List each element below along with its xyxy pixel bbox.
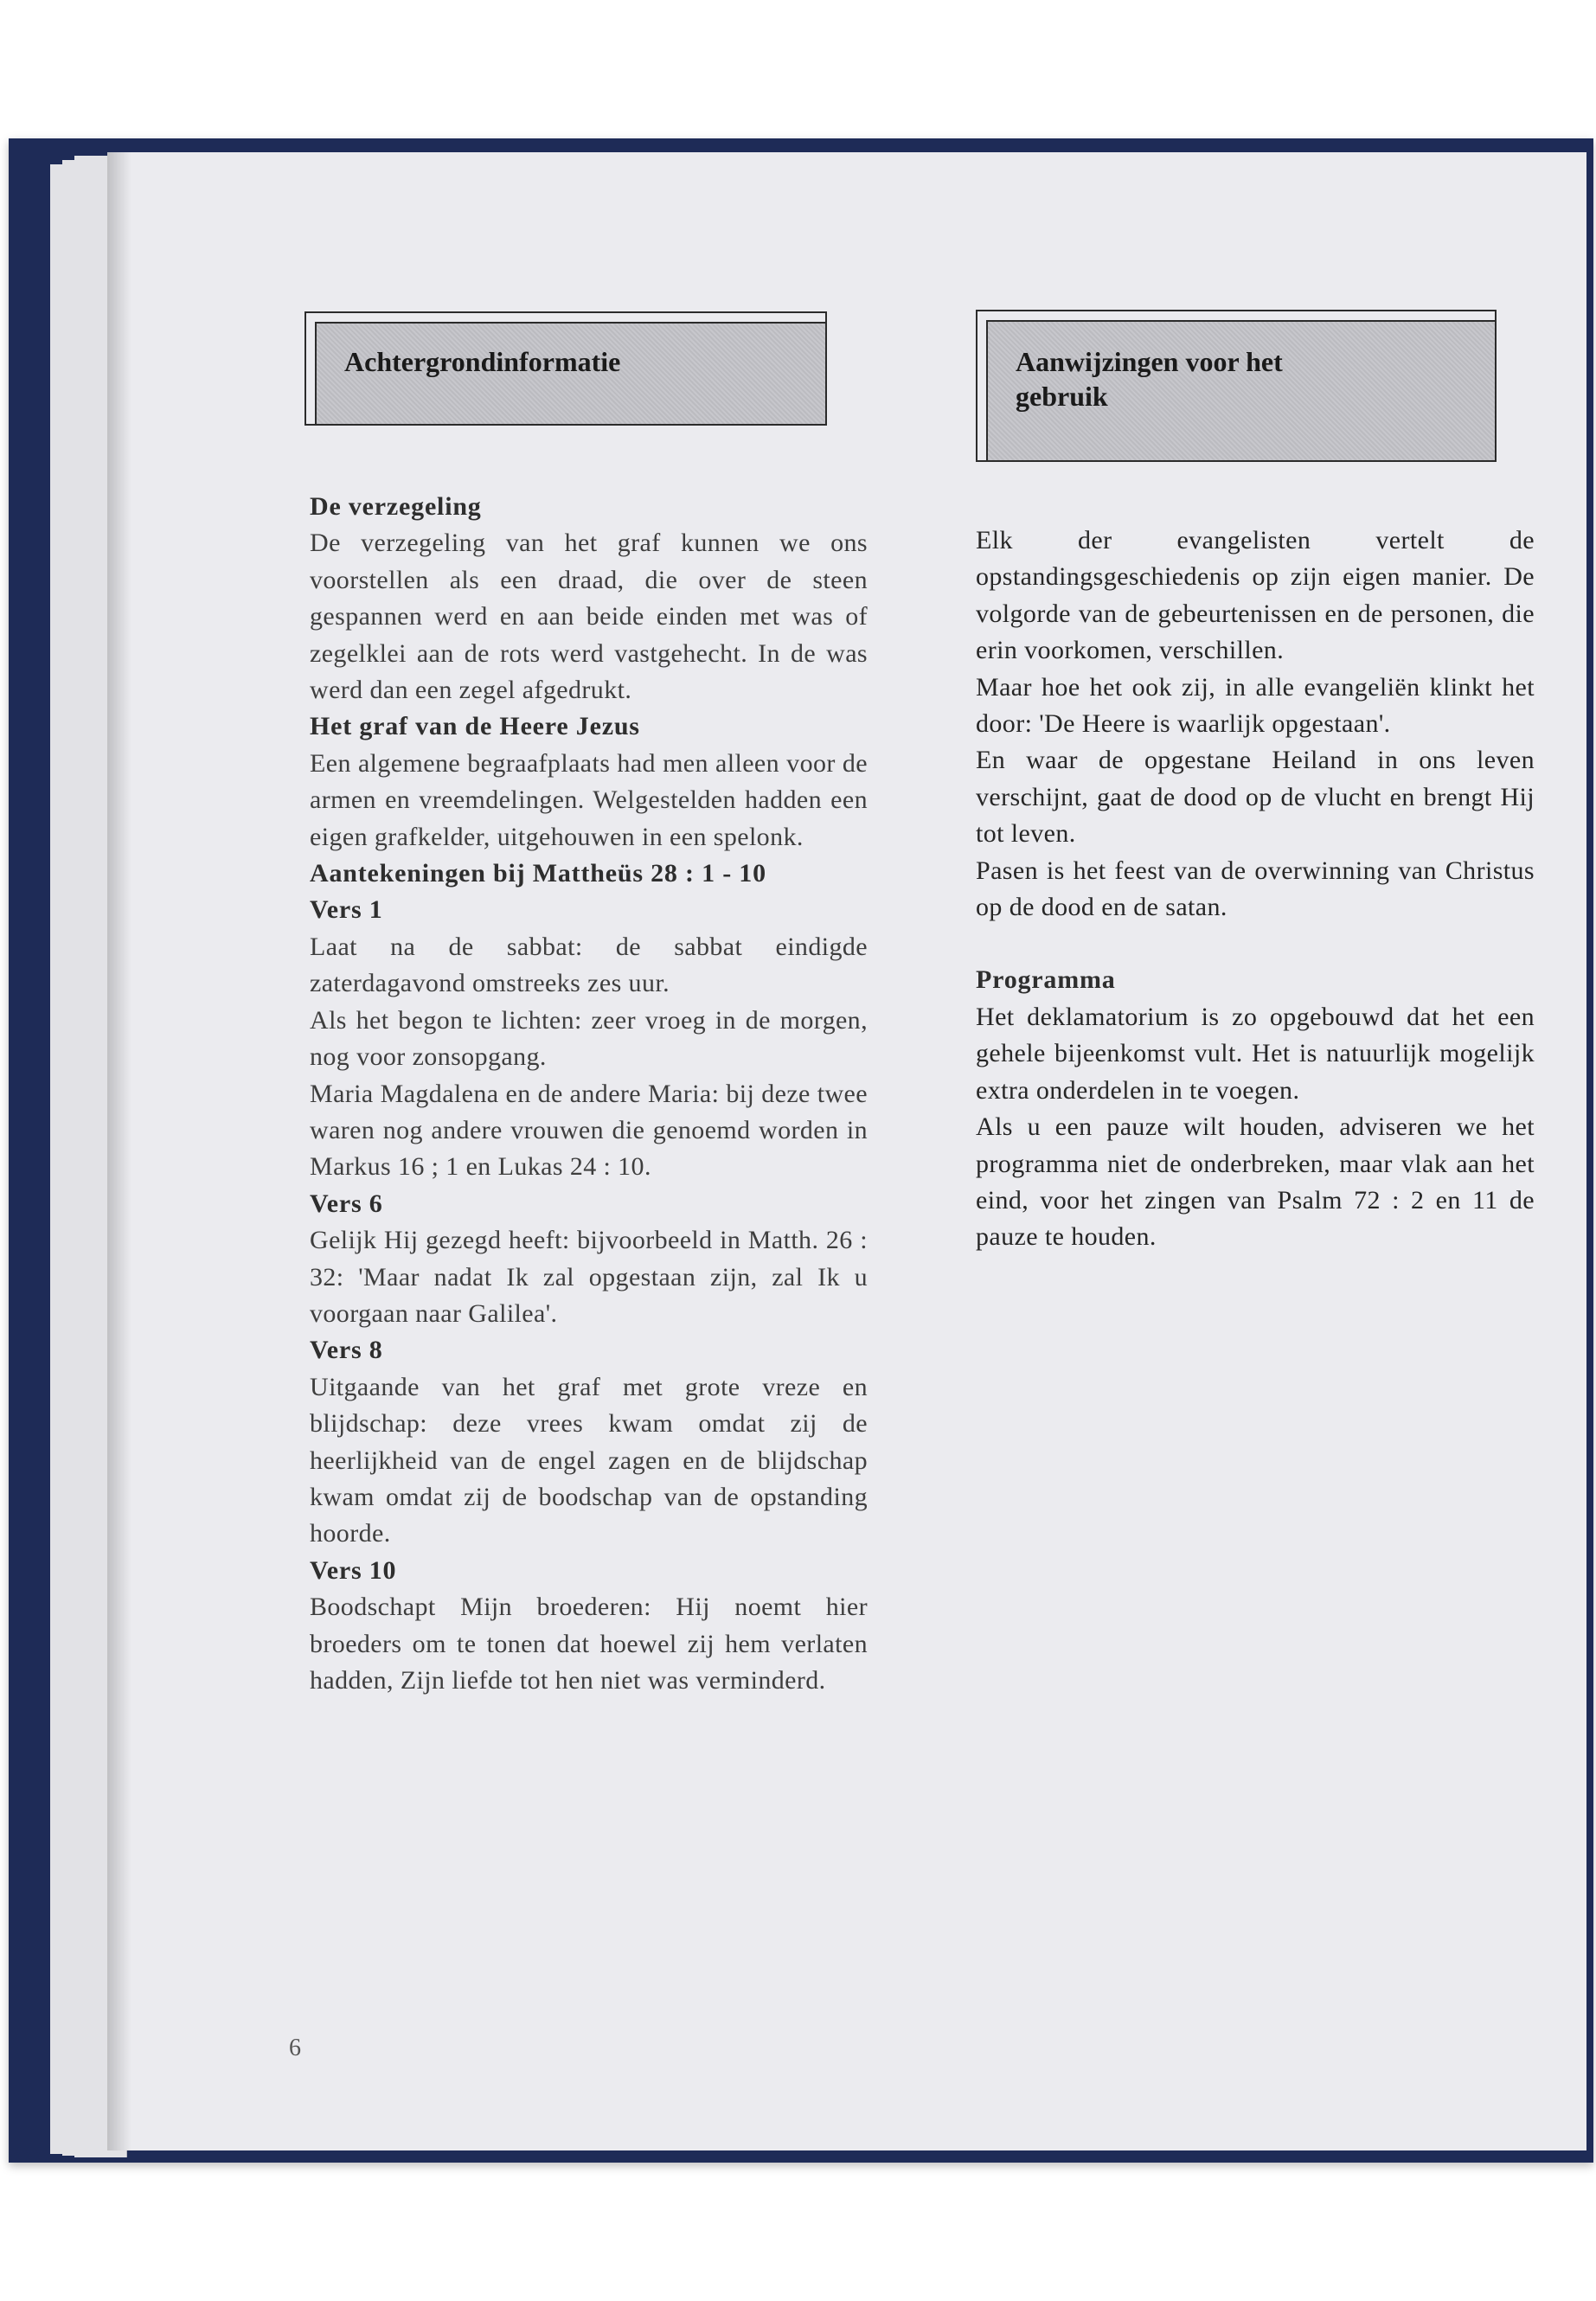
intro-paragraph: Elk der evangelisten vertelt de opstandingsgeschiedenis op zijn eigen manier. De volgorde van de gebeurtenissen en de personen, die erin voorkomen, verschillen. (976, 526, 1535, 665)
programma-paragraph: Het deklamatorium is zo opgebouwd dat het een gehele bijeenkomst vult. Het is natuurlijk mogelijk extra onderdelen in te voegen. (976, 1002, 1535, 1105)
section-paragraph: Laat na de sabbat: de sabbat eindigde zaterdagavond omstreeks zes uur. (310, 932, 868, 998)
page-number: 6 (289, 2035, 301, 2061)
section-paragraph: Boodschapt Mijn broederen: Hij noemt hier broeders om te tonen dat hoewel zij hem verlaten hadden, Zijn liefde tot hen niet was verminderd. (310, 1593, 868, 1695)
section-heading: Aantekeningen bij Mattheüs 28 : 1 - 10 (310, 859, 766, 888)
intro-paragraph: Pasen is het feest van de overwinning van Christus op de dood en de satan. (976, 856, 1535, 922)
spine-shadow (107, 152, 131, 2150)
programma-heading: Programma (976, 965, 1116, 995)
section-heading: Vers 1 (310, 895, 383, 925)
section-paragraph: De verzegeling van het graf kunnen we ons voorstellen als een draad, die over de steen gespannen werd en aan beide einden met was of zegelklei aan de rots werd vastgehecht. In de was werd dan een zegel afgedrukt. (310, 529, 868, 705)
section-paragraph: Een algemene begraafplaats had men alleen voor de armen en vreemdelingen. Welgestelden hadden een eigen grafkelder, uitgehouwen in een spelonk. (310, 748, 868, 851)
section-heading: De verzegeling (310, 492, 482, 521)
intro-paragraph: En waar de opgestane Heiland in ons leven verschijnt, gaat de dood op de vlucht en brengt Hij tot leven. (976, 746, 1535, 849)
section-heading: Vers 6 (310, 1189, 383, 1218)
programma-paragraph: Als u een pauze wilt houden, adviseren we het programma niet de onderbreken, maar vlak aan het eind, voor het zingen van Psalm 72 : 2 en 11 de pauze te houden. (976, 1112, 1535, 1252)
right-header-title (1016, 344, 1344, 413)
right-header-text: Aanwijzingen voor het gebruik (1016, 346, 1283, 412)
section-heading: Vers 10 (310, 1555, 397, 1585)
left-header-box (304, 311, 827, 426)
left-column (310, 489, 868, 1699)
right-header-box (976, 310, 1497, 462)
section-paragraph: Maria Magdalena en de andere Maria: bij deze twee waren nog andere vrouwen die genoemd worden in Markus 16 ; 1 en Lukas 24 : 10. (310, 1079, 868, 1182)
spacer (976, 926, 1535, 962)
section-heading: Het graf van de Heere Jezus (310, 712, 640, 741)
intro-paragraph: Maar hoe het ook zij, in alle evangeliën klinkt het door: 'De Heere is waarlijk opgestaan'. (976, 672, 1535, 739)
right-column (976, 522, 1535, 1256)
section-paragraph: Uitgaande van het graf met grote vreze en blijdschap: deze vrees kwam omdat zij de heerlijkheid van de engel zagen en de blijdschap kwam omdat zij de boodschap van de opstanding hoorde. (310, 1372, 868, 1548)
left-header-title: Achtergrondinformatie (344, 346, 621, 377)
section-paragraph: Als het begon te lichten: zeer vroeg in de morgen, nog voor zonsopgang. (310, 1005, 868, 1072)
section-paragraph: Gelijk Hij gezegd heeft: bijvoorbeeld in Matth. 26 : 32: 'Maar nadat Ik zal opgestaan zijn, zal Ik u voorgaan naar Galilea'. (310, 1226, 868, 1328)
section-heading: Vers 8 (310, 1336, 383, 1365)
